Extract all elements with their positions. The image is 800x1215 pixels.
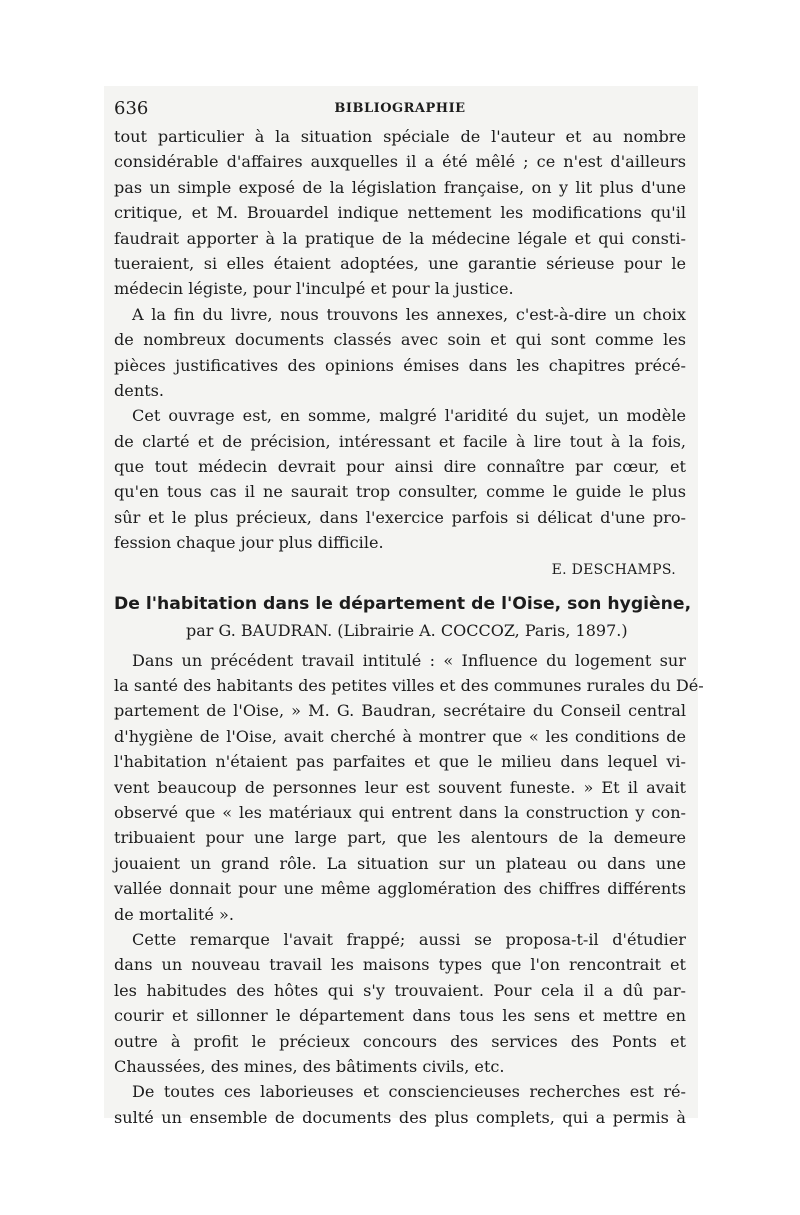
text-line: Dans un précédent travail intitulé : « Influence du logement sur (132, 650, 686, 670)
reviewer-signature: E. DESCHAMPS. (551, 561, 676, 578)
review-body (114, 648, 704, 1130)
text-line: jouaient un grand rôle. La situation sur un plateau ou dans une (114, 853, 686, 873)
text-line: considérable d'affaires auxquelles il a été mêlé ; ce n'est d'ailleurs (114, 152, 686, 172)
text-line: pas un simple exposé de la législation française, on y lit plus d'une (114, 177, 686, 197)
text-line: d'hygiène de l'Oise, avait cherché à montrer que « les conditions de (114, 726, 686, 746)
text-line: dents. (114, 380, 165, 400)
book-title: De l'habitation dans le département de l'Oise, son hygiène, (114, 593, 692, 614)
text-line: l'habitation n'étaient pas parfaites et que le milieu dans lequel vi- (114, 752, 686, 772)
text-line: Chaussées, des mines, des bâtiments civils, etc. (114, 1056, 505, 1076)
paragraph (114, 403, 686, 555)
review-baudran (114, 590, 704, 1130)
text-line: qu'en tous cas il ne saurait trop consulter, comme le guide le plus (114, 482, 686, 502)
page-number: 636 (114, 98, 149, 119)
paragraph (114, 1079, 686, 1130)
text-line: Cet ouvrage est, en somme, malgré l'aridité du sujet, un modèle (132, 406, 686, 426)
text-line: Cette remarque l'avait frappé; aussi se proposa-t-il d'étudier (132, 929, 686, 949)
text-line: tout particulier à la situation spéciale de l'auteur et au nombre (114, 127, 686, 146)
text-line: sûr et le plus précieux, dans l'exercice parfois si délicat d'une pro- (114, 507, 686, 527)
paragraph (114, 302, 686, 404)
text-line: outre à profit le précieux concours des services des Ponts et (114, 1031, 686, 1051)
text-line: critique, et M. Brouardel indique nettement les modifications qu'il (114, 203, 686, 223)
text-line: partement de l'Oise, » M. G. Baudran, secrétaire du Conseil central (114, 701, 686, 721)
text-line: pièces justificatives des opinions émises dans les chapitres précé- (114, 355, 686, 375)
text-line: de clarté et de précision, intéressant et facile à lire tout à la fois, (114, 431, 686, 451)
text-line: médecin légiste, pour l'inculpé et pour la justice. (114, 279, 514, 299)
page-header (114, 96, 686, 124)
text-line: fession chaque jour plus difficile. (114, 533, 384, 553)
page-content (114, 96, 704, 1130)
paragraph (114, 648, 704, 927)
text-line: tueraient, si elles étaient adoptées, une garantie sérieuse pour le (114, 253, 686, 273)
text-line: sulté un ensemble de documents des plus complets, qui a permis à (114, 1107, 686, 1127)
text-line: que tout médecin devrait pour ainsi dire connaître par cœur, et (114, 457, 686, 477)
text-line: vallée donnait pour une même agglomération des chiffres différents (114, 879, 686, 899)
text-line: courir et sillonner le département dans tous les sens et mettre en (114, 1006, 686, 1026)
review-brouardel (114, 124, 686, 584)
text-line: de nombreux documents classés avec soin et qui sont comme les (114, 330, 686, 350)
book-byline: par G. BAUDRAN. (Librairie A. COCCOZ, Paris, 1897.) (186, 620, 628, 640)
text-line: tribuaient pour une large part, que les alentours de la demeure (114, 828, 686, 848)
text-line: De toutes ces laborieuses et consciencieuses recherches est ré- (132, 1082, 686, 1102)
text-line: dans un nouveau travail les maisons types que l'on rencontrait et (114, 955, 686, 975)
text-line: vent beaucoup de personnes leur est souvent funeste. » Et il avait (114, 777, 686, 797)
text-line: faudrait apporter à la pratique de la médecine légale et qui consti- (114, 228, 686, 248)
paragraph (114, 927, 686, 1079)
text-line: A la fin du livre, nous trouvons les annexes, c'est-à-dire un choix (132, 304, 686, 324)
text-line: observé que « les matériaux qui entrent dans la construction y con- (114, 802, 686, 822)
paragraph (114, 124, 686, 302)
text-line: la santé des habitants des petites villes et des communes rurales du Dé- (114, 676, 704, 696)
text-line: de mortalité ». (114, 904, 235, 924)
running-title: BIBLIOGRAPHIE (334, 101, 466, 116)
text-line: les habitudes des hôtes qui s'y trouvaient. Pour cela il a dû par- (114, 980, 686, 1000)
